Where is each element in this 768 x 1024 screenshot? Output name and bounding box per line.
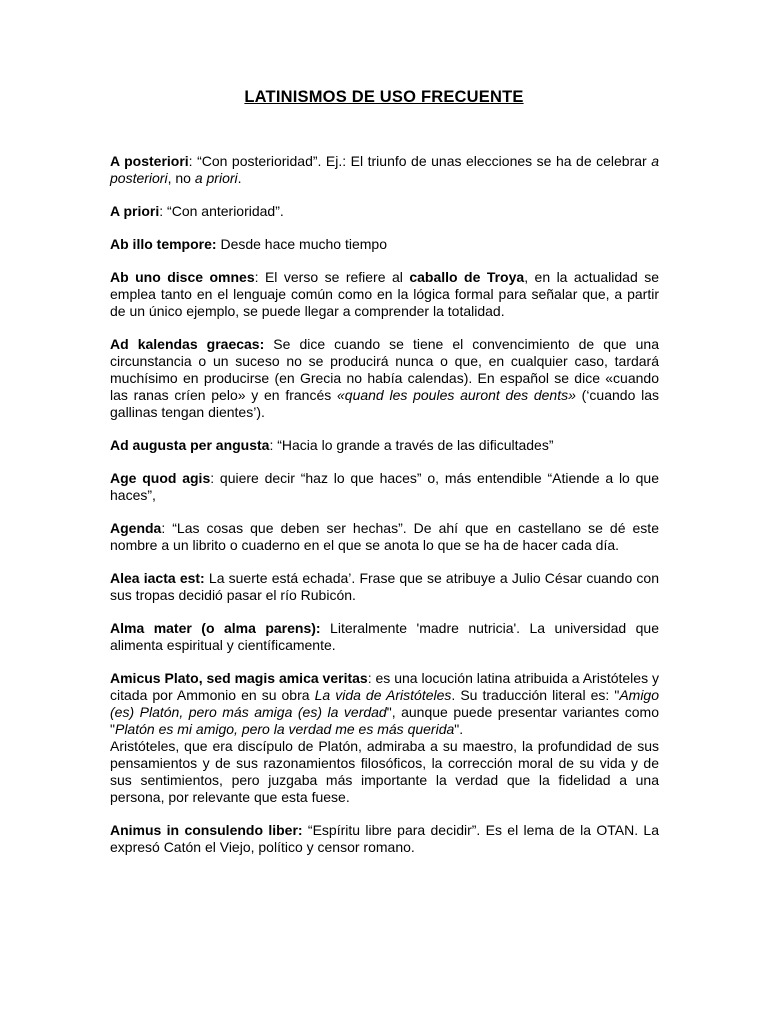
entry-term: Agenda [110,520,162,536]
entry-text: Aristóteles, que era discípulo de Platón, admiraba a su maestro, la profundidad de sus pensamientos y de sus razonamientos filosóficos, la corrección moral de su vida y de sus sentimientos, pero juzgaba más importante la verdad que la fidelidad a una persona, por relevante que esta fuese. [110,738,659,805]
glossary-entry [110,822,659,856]
entry-text: , en la actualidad se emplea tanto en el lenguaje común como en la lógica formal para señalar que, a partir de un único ejemplo, se puede llegar a comprender la totalidad. [110,269,659,319]
glossary-entry [110,620,659,654]
entry-text: Desde hace mucho tiempo [216,236,387,252]
glossary-entry [110,236,659,253]
entry-text: , no [167,170,195,186]
entry-text: : “Hacia lo grande a través de las dificultades” [269,437,554,453]
entry-term: Ad kalendas graecas: [110,336,265,352]
entry-text: : “Las cosas que deben ser hechas”. De ahí que en castellano se dé este nombre a un librito o cuaderno en el que se anota lo que se ha de hacer cada día. [110,520,659,553]
entry-emphasis: caballo de Troya [409,269,525,285]
entry-term: Amicus Plato, sed magis amica veritas [110,670,368,686]
entry-text: : “Con anterioridad”. [159,203,284,219]
entry-term: A priori [110,203,160,219]
entry-term: Alea iacta est: [110,570,205,586]
glossary-entry [110,153,659,187]
entry-italic-text: «quand les poules auront des dents» [337,387,576,403]
entry-text: (‘cuando las gallinas tengan dientes’). [110,387,659,420]
entry-text: : El verso se refiere al [254,269,410,285]
entry-text: “Espíritu libre para decidir”. Es el lema de la OTAN. La expresó Catón el Viejo, político y censor romano. [110,822,660,855]
entry-italic-text: Platón es mi amigo, pero la verdad me es más querida [114,721,455,737]
entry-term: Animus in consulendo liber: [110,822,303,838]
entry-term: Ab illo tempore: [110,236,217,252]
glossary-list [110,153,659,856]
entry-text: La suerte está echada’. Frase que se atribuye a Julio César cuando con sus tropas decidió pasar el río Rubicón. [110,570,659,603]
entry-text: ", aunque puede presentar variantes como " [110,704,660,737]
entry-term: Ab uno disce omnes [110,269,255,285]
entry-term: A posteriori [110,153,189,169]
glossary-entry [110,336,659,421]
glossary-entry [110,570,659,604]
entry-text: . Su traducción literal es: " [451,687,620,703]
entry-text: Se dice cuando se tiene el convencimiento de que una circunstancia o un suceso no se producirá nunca o que, en cualquier caso, tardará muchísimo en producirse (en Grecia no había calendas). En español se dice «cuando las ranas críen pelo» y en francés [110,336,659,403]
entry-italic-text: a posteriori [110,153,660,186]
entry-term: Alma mater (o alma parens): [110,620,321,636]
entry-text: ". [454,721,464,737]
glossary-entry [110,269,659,320]
entry-term: Ad augusta per angusta [110,437,270,453]
glossary-entry [110,203,659,220]
glossary-entry [110,437,659,454]
entry-text: : “Con posterioridad”. Ej.: El triunfo de unas elecciones se ha de celebrar [188,153,652,169]
entry-italic-text: Amigo (es) Platón, pero más amiga (es) la verdad [110,687,659,720]
glossary-entry [110,470,659,504]
entry-text: : quiere decir “haz lo que haces” o, más entendible “Atiende a lo que haces”, [110,470,659,503]
glossary-entry [110,520,659,554]
entry-italic-text: La vida de Aristóteles [314,687,452,703]
entry-italic-text: a priori [194,170,238,186]
entry-text: : es una locución latina atribuida a Aristóteles y citada por Ammonio en su obra [110,670,659,703]
entry-text: Literalmente 'madre nutricia'. La universidad que alimenta espiritual y científicamente. [110,620,659,653]
entry-term: Age quod agis [110,470,211,486]
glossary-entry [110,670,659,806]
entry-text: . [237,170,242,186]
page-title: LATINISMOS DE USO FRECUENTE [244,88,524,106]
